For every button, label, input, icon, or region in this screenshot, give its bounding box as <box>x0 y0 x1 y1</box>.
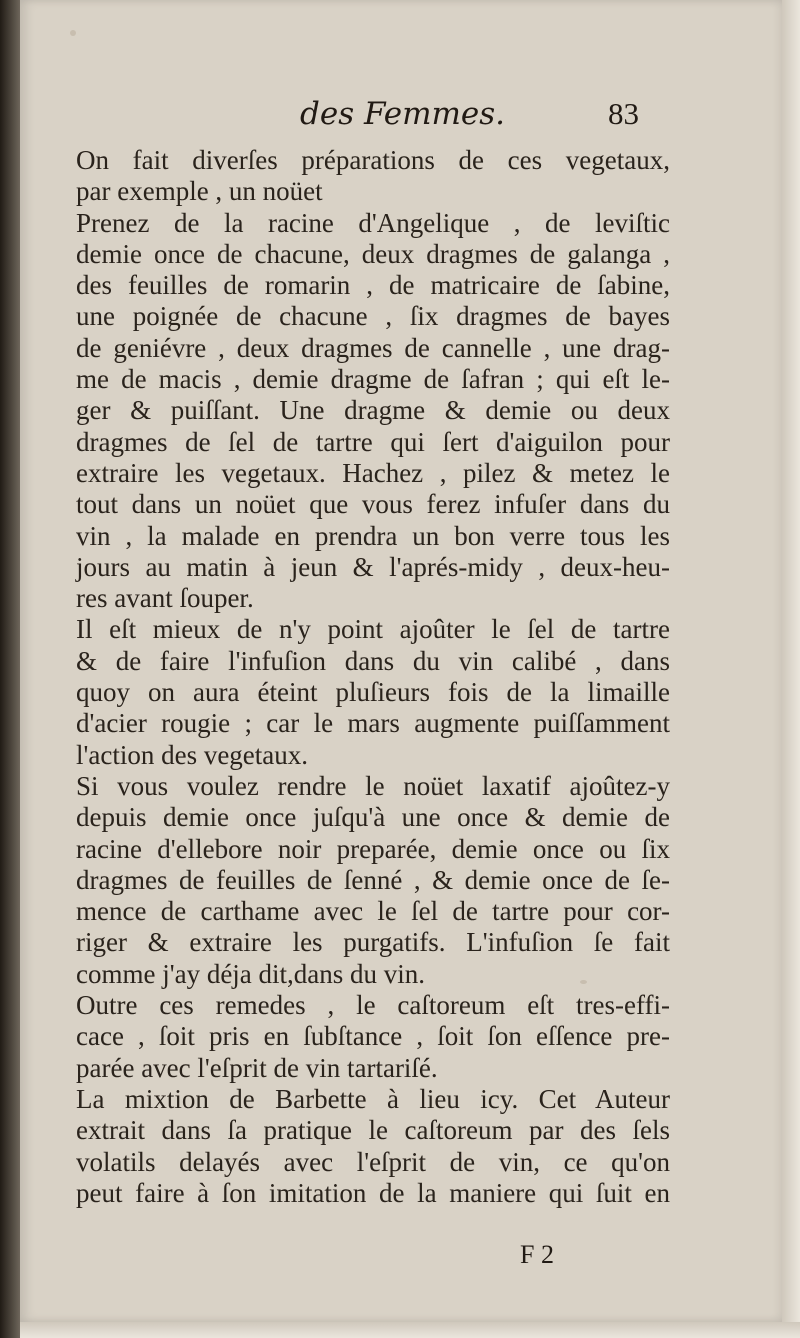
text-line: On fait diverſes préparations de ces vegetaux, <box>76 145 670 175</box>
page-number: 83 <box>608 96 639 131</box>
scan-margin-right <box>782 0 800 1338</box>
text-line: dragmes de feuilles de ſenné , & demie once de ſe- <box>76 864 670 895</box>
text-line: tout dans un noüet que vous ferez infuſer dans du <box>76 489 670 520</box>
text-line: d'acier rougie ; car le mars augmente puiſſamment <box>76 708 670 739</box>
body-text <box>76 145 670 1209</box>
text-line: jours au matin à jeun & l'aprés-midy , deux-heu- <box>76 551 670 582</box>
text-line: Outre ces remedes , le caſtoreum eſt tres-effi- <box>76 990 670 1021</box>
running-head <box>300 96 660 136</box>
text-line: ger & puiſſant. Une dragme & demie ou deux <box>76 395 670 426</box>
text-line: res avant ſouper. <box>76 583 254 614</box>
text-line: Il eſt mieux de n'y point ajoûter le ſel de tartre <box>76 614 670 645</box>
text-line: Prenez de la racine d'Angelique , de leviſtic <box>76 207 670 238</box>
text-line: cace , ſoit pris en ſubſtance , ſoit ſon eſſence pre- <box>76 1021 670 1052</box>
signature-mark: F 2 <box>520 1240 554 1269</box>
text-line: me de macis , demie dragme de ſafran ; qui eſt le- <box>76 364 670 395</box>
text-line: par exemple , un noüet <box>76 176 323 207</box>
text-line: extrait dans ſa pratique le caſtoreum par des ſels <box>76 1115 670 1146</box>
text-line: comme j'ay déja dit,dans du vin. <box>76 958 426 989</box>
text-line: demie once de chacune, deux dragmes de galanga , <box>76 238 670 269</box>
scan-margin-bottom <box>20 1322 800 1338</box>
text-line: extraire les vegetaux. Hachez , pilez & metez le <box>76 457 670 488</box>
text-line: quoy on aura éteint pluſieurs fois de la limaille <box>76 677 670 708</box>
text-line: depuis demie once juſqu'à une once & demie de <box>76 802 670 833</box>
text-line: l'action des vegetaux. <box>76 739 309 770</box>
text-line: La mixtion de Barbette à lieu icy. Cet Auteur <box>76 1083 670 1114</box>
paper-foxing-spot <box>70 30 76 36</box>
text-line: dragmes de ſel de tartre qui ſert d'aiguilon pour <box>76 426 670 457</box>
text-line: volatils delayés avec l'eſprit de vin, ce qu'on <box>76 1146 670 1177</box>
text-line: des feuilles de romarin , de matricaire de ſabine, <box>76 270 670 301</box>
text-line: vin , la malade en prendra un bon verre tous les <box>76 520 670 551</box>
running-head-title: des Femmes. <box>300 96 506 132</box>
text-line: mence de carthame avec le ſel de tartre pour cor- <box>76 896 670 927</box>
text-line: racine d'ellebore noir preparée, demie once ou ſix <box>76 833 670 864</box>
text-line: Si vous voulez rendre le noüet laxatif ajoûtez-y <box>76 770 670 801</box>
text-line: une poignée de chacune , ſix dragmes de bayes <box>76 301 670 332</box>
text-line: parée avec l'eſprit de vin tartariſé. <box>76 1052 438 1083</box>
book-gutter-shadow <box>0 0 20 1338</box>
text-line: riger & extraire les purgatifs. L'infuſion ſe fait <box>76 927 670 958</box>
text-line: peut faire à ſon imitation de la maniere qui ſuit en <box>76 1177 670 1208</box>
text-line: de geniévre , deux dragmes de cannelle , une drag- <box>76 332 670 363</box>
text-line: & de faire l'infuſion dans du vin calibé , dans <box>76 645 670 676</box>
